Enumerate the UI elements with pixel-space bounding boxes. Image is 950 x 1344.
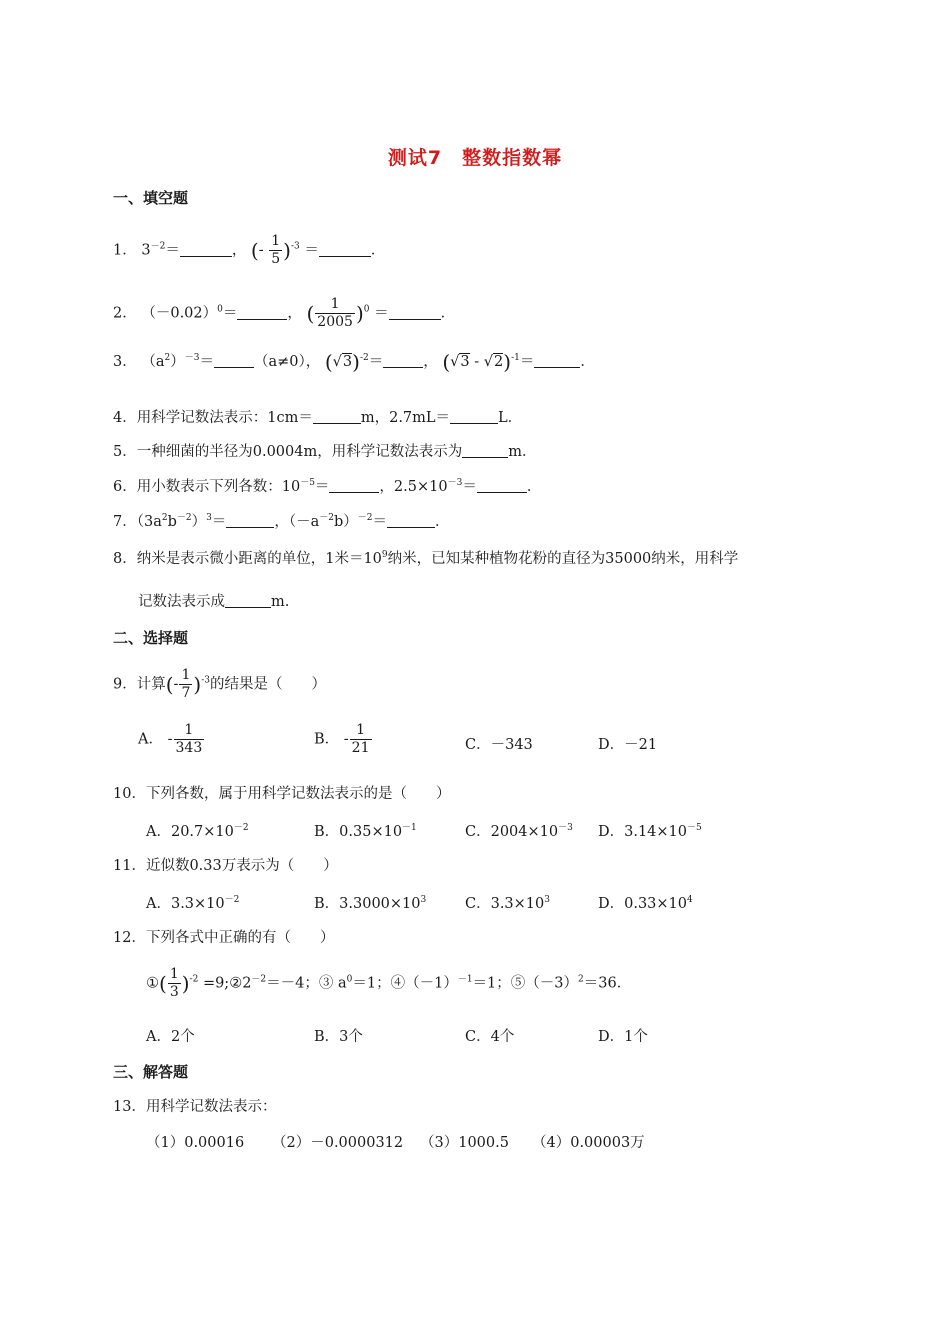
q12-option-d[interactable]: D．1个	[598, 1029, 648, 1045]
answer-blank[interactable]	[389, 305, 441, 320]
answer-blank[interactable]	[180, 242, 232, 257]
answer-blank[interactable]	[313, 409, 361, 424]
answer-blank[interactable]	[387, 513, 435, 528]
answer-blank[interactable]	[214, 353, 254, 368]
q9-option-b[interactable]: B． - $\frac{1}{21}$	[314, 722, 370, 756]
page-title: 测试7 整数指数幂	[387, 147, 563, 169]
question-3: 3． $(a^2)^{-3}= (a\ne 0)$， $(√3)^{-2}=$ ， (√3 - √2)$^{-1}$＝ ．	[113, 350, 595, 374]
q9-option-a[interactable]: A． - $\frac{1}{343}$	[138, 722, 203, 756]
answer-blank[interactable]	[477, 478, 527, 493]
q9-option-c[interactable]: C．－343	[465, 737, 533, 753]
q13-item-4: （4）0.00003万	[532, 1135, 645, 1151]
question-5: 5．一种细菌的半径为0.0004m，用科学记数法表示为 m．	[113, 444, 537, 460]
q12-expression: ①( $\frac{1}{3}$ )$^{-2} =9;②2^{-2}=-4$；③ $a^0=1$；$④(-1)^{-1}=1$；$⑤(-3)^2=36$．	[146, 966, 632, 1000]
answer-blank[interactable]	[226, 513, 274, 528]
answer-blank[interactable]	[462, 443, 508, 458]
fraction: $\frac{1}{21}$	[351, 722, 370, 756]
answer-blank[interactable]	[383, 353, 423, 368]
q12-option-c[interactable]: C．4个	[465, 1029, 515, 1045]
question-10: 10．下列各数，属于用科学记数法表示的是（ ）	[113, 786, 451, 802]
q10-option-c[interactable]: C．$2004\times 10^{-3}$	[465, 823, 573, 840]
question-4: 4．用科学记数法表示：1cm＝ m，2.7mL＝ L．	[113, 410, 523, 426]
question-8-line-2: 记数法表示成 m.	[138, 594, 290, 610]
answer-blank[interactable]	[225, 593, 271, 608]
answer-blank[interactable]	[450, 409, 498, 424]
q10-option-a[interactable]: A．$20.7\times 10^{-2}$	[146, 823, 249, 840]
q9-option-d[interactable]: D．－21	[598, 737, 658, 753]
section-solve-heading: 三、解答题	[113, 1063, 189, 1081]
fraction: $\frac{1}{7}$	[181, 667, 191, 701]
answer-blank[interactable]	[237, 305, 287, 320]
question-7: 7．$(3a^2b^{-2})^3=$ ，$(-a^{-2}b)^{-2}=$ ．	[113, 513, 450, 530]
fraction: $\frac{1}{3}$	[169, 966, 179, 1000]
q13-item-3: （3）1000.5	[420, 1135, 509, 1151]
q11-option-d[interactable]: D．$0.33\times 10^4$	[598, 895, 693, 912]
question-11: 11．近似数0.33万表示为（ ）	[113, 858, 338, 874]
q11-option-b[interactable]: B．$3.3000\times 10^3$	[314, 895, 427, 912]
q11-option-c[interactable]: C．$3.3\times 10^3$	[465, 895, 550, 912]
q13-item-2: （2）－0.0000312	[272, 1135, 404, 1151]
section-fill-blank-heading: 一、填空题	[113, 189, 189, 207]
fraction: $\frac{1}{2005}$	[317, 296, 353, 330]
question-13: 13．用科学记数法表示：	[113, 1099, 277, 1115]
q10-option-d[interactable]: D．$3.14\times 10^{-5}$	[598, 823, 702, 840]
question-2: 2． $(-0.02)^0=$ ， ( $\frac{1}{2005}$ )$^0$ ＝ ．	[113, 296, 456, 330]
question-8: 8．纳米是表示微小距离的单位，1米$=10^9$纳米，已知某种植物花粉的直径为35000纳米，用科学	[113, 550, 739, 567]
q11-option-a[interactable]: A．$3.3\times 10^{-2}$	[146, 895, 240, 912]
answer-blank[interactable]	[534, 353, 580, 368]
question-12: 12．下列各式中正确的有（ ）	[113, 930, 335, 946]
q13-item-1: （1）0.00016	[146, 1135, 245, 1151]
q10-option-b[interactable]: B．$0.35\times 10^{-1}$	[314, 823, 417, 840]
fraction: $\frac{1}{343}$	[175, 722, 203, 756]
q12-option-a[interactable]: A．2个	[146, 1029, 195, 1045]
answer-blank[interactable]	[319, 242, 371, 257]
question-1: 1． $3^{-2}=$ ， (- $\frac{1}{5}$ )$^{-3}$ ＝ ．	[113, 233, 386, 267]
question-9: 9．计算(- $\frac{1}{7}$ )$^{-3}$的结果是（ ）	[113, 667, 326, 701]
fraction: $\frac{1}{5}$	[271, 233, 281, 267]
answer-blank[interactable]	[329, 478, 379, 493]
question-6: 6．用小数表示下列各数：$10^{-5}=$ ，$2.5\times 10^{-3}=$ ．	[113, 478, 542, 495]
section-multiple-choice-heading: 二、选择题	[113, 629, 189, 647]
q12-option-b[interactable]: B．3个	[314, 1029, 363, 1045]
